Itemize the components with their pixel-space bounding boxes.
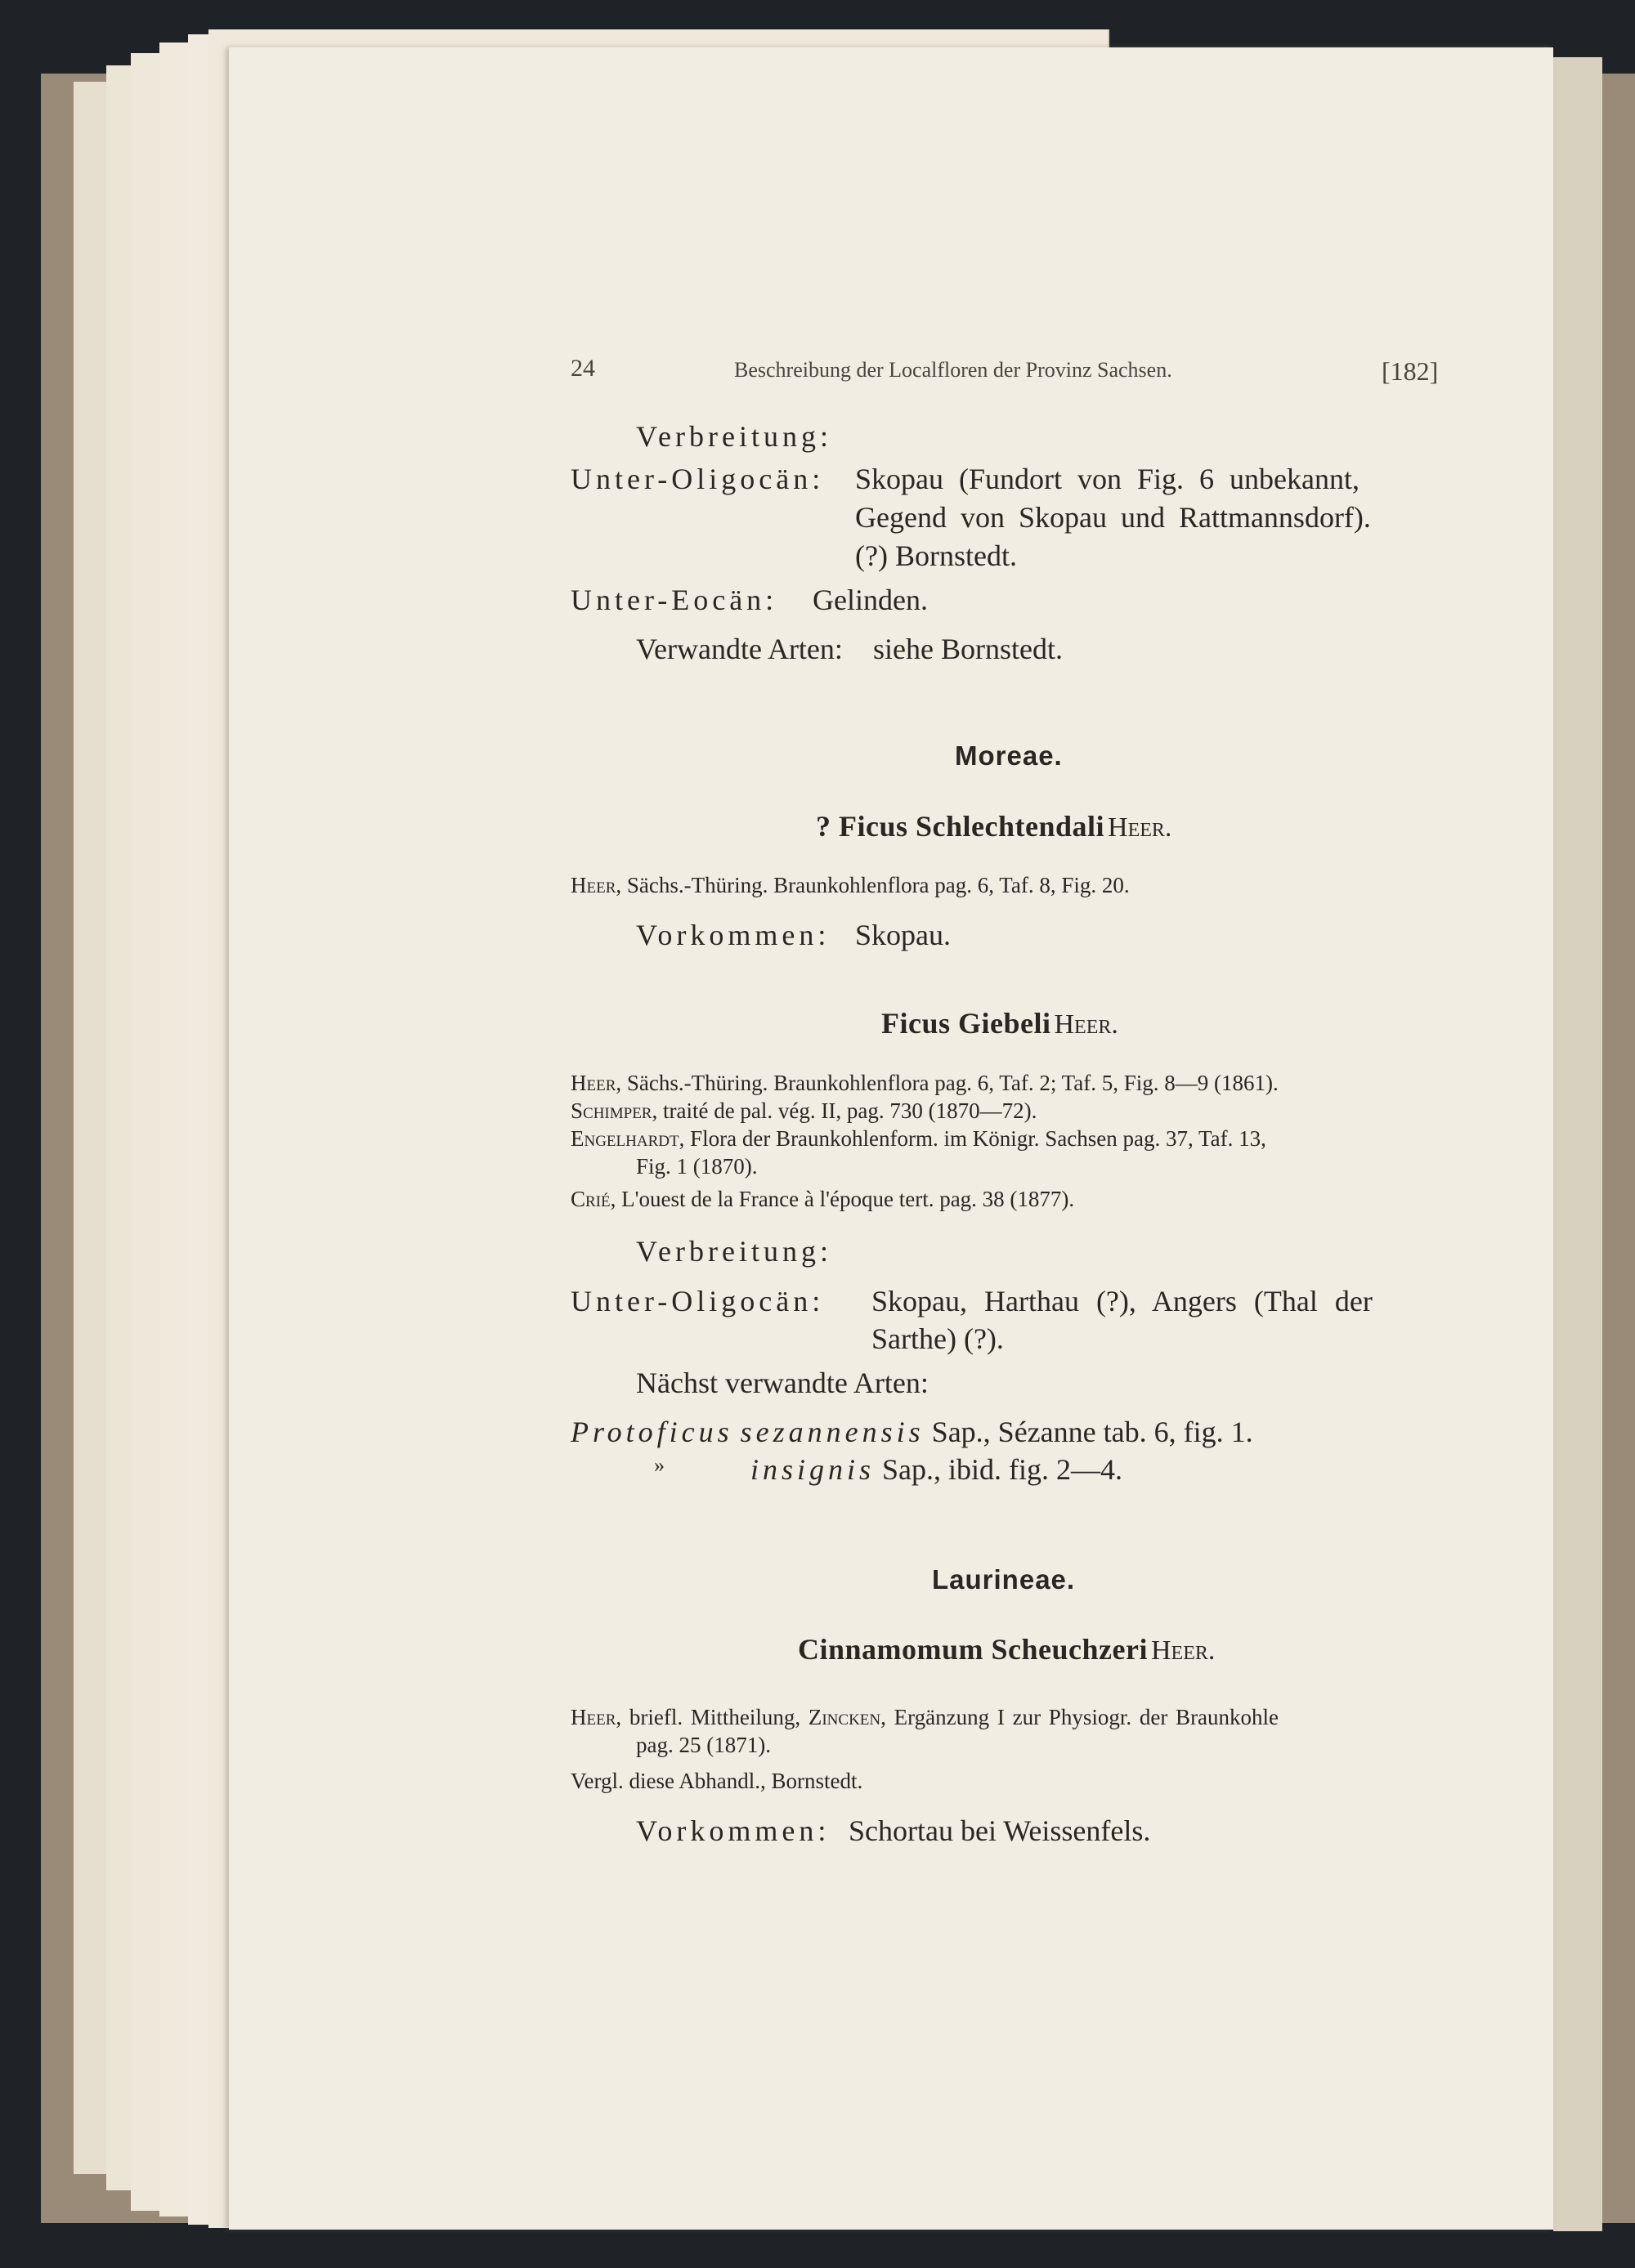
unter-eocaen-value: Gelinden.	[813, 584, 928, 616]
species-epithet: insignis	[750, 1453, 876, 1486]
unter-oligocaen-label: Unter-Oligocän:	[571, 1285, 825, 1317]
reference-line	[571, 1100, 1037, 1122]
verbreitung-label: Verbreitung:	[636, 420, 832, 453]
ditto-mark: »	[654, 1453, 665, 1477]
unter-oligocaen-label: Unter-Oligocän:	[571, 463, 825, 495]
species-heading	[881, 1009, 1118, 1039]
unter-eocaen-label: Unter-Eocän:	[571, 584, 778, 616]
distribution-line: Skopau, Harthau (?), Angers (Thal der	[871, 1285, 1373, 1317]
reference-line: Vergl. diese Abhandl., Bornstedt.	[571, 1769, 863, 1793]
page-number: 24	[571, 355, 595, 382]
reference-continuation: Fig. 1 (1870).	[636, 1154, 758, 1179]
occurrence-label: Vorkommen:	[636, 919, 831, 951]
occurrence-label: Vorkommen:	[636, 1814, 831, 1847]
reference-text: briefl. Mittheilung,	[629, 1705, 801, 1729]
occurrence-value: Schortau bei Weissenfels.	[849, 1814, 1151, 1847]
reference-author: Engelhardt,	[571, 1126, 685, 1151]
reference-text: Ergänzung I zur Physiogr. der Braunkohle	[894, 1705, 1279, 1729]
distribution-line: (?) Bornstedt.	[855, 539, 1017, 572]
species-name: ? Ficus Schlechtendali	[816, 810, 1105, 843]
species-name: Cinnamomum Scheuchzeri	[798, 1633, 1148, 1666]
running-title: Beschreibung der Localfloren der Provinz Sachsen.	[734, 358, 1172, 382]
reference-text: traité de pal. vég. II, pag. 730 (1870—72).	[662, 1098, 1037, 1123]
reference-text: Sächs.-Thüring. Braunkohlenflora pag. 6, Taf. 8, Fig. 20.	[626, 873, 1130, 897]
reference-author: Zincken,	[808, 1705, 886, 1729]
species-name: Ficus Giebeli	[881, 1007, 1051, 1040]
species-author: Heer.	[1054, 1009, 1118, 1040]
reference-line	[571, 1128, 1266, 1150]
distribution-line: Sarthe) (?).	[871, 1322, 1004, 1355]
reference-line	[571, 1707, 1279, 1729]
closest-related-label: Nächst verwandte Arten:	[636, 1367, 929, 1399]
related-species-line	[750, 1455, 1122, 1484]
reference-author: Heer,	[571, 1705, 622, 1729]
reference-line	[571, 1188, 1074, 1210]
distribution-line: Gegend von Skopau und Rattmannsdorf).	[855, 501, 1371, 534]
species-heading	[798, 1635, 1215, 1665]
verbreitung-label: Verbreitung:	[636, 1235, 832, 1268]
reference-author: Heer,	[571, 1071, 622, 1095]
related-species-ref: Sap., Sézanne tab. 6, fig. 1.	[931, 1416, 1253, 1448]
bracket-page-number: [182]	[1382, 356, 1439, 386]
related-species-value: siehe Bornstedt.	[873, 633, 1063, 665]
reference-text: Sächs.-Thüring. Braunkohlenflora pag. 6, Taf. 2; Taf. 5, Fig. 8—9 (1861).	[626, 1071, 1279, 1095]
species-author: Heer.	[1151, 1635, 1216, 1666]
family-heading: Moreae.	[955, 740, 1063, 771]
reference-line	[571, 875, 1130, 897]
related-species-line	[571, 1417, 1253, 1447]
related-species-ref: Sap., ibid. fig. 2—4.	[882, 1453, 1123, 1486]
reference-text: L'ouest de la France à l'époque tert. pag. 38 (1877).	[621, 1187, 1075, 1211]
reference-continuation: pag. 25 (1871).	[636, 1733, 771, 1757]
reference-author: Schimper,	[571, 1098, 658, 1123]
facing-page-edge	[1553, 57, 1602, 2231]
reference-text: Flora der Braunkohlenform. im Königr. Sachsen pag. 37, Taf. 13,	[690, 1126, 1266, 1151]
species-epithet: sezannensis	[740, 1416, 925, 1448]
genus-name: Protoficus	[571, 1416, 733, 1448]
book-page	[229, 47, 1553, 2230]
related-species-label: Verwandte Arten:	[636, 633, 843, 665]
species-author: Heer.	[1108, 812, 1172, 843]
occurrence-value: Skopau.	[855, 919, 951, 951]
distribution-line: Skopau (Fundort von Fig. 6 unbekannt,	[855, 463, 1360, 495]
species-heading	[816, 812, 1171, 842]
reference-line	[571, 1072, 1279, 1094]
reference-author: Heer,	[571, 873, 622, 897]
reference-author: Crié,	[571, 1187, 616, 1211]
family-heading: Laurineae.	[932, 1564, 1076, 1595]
